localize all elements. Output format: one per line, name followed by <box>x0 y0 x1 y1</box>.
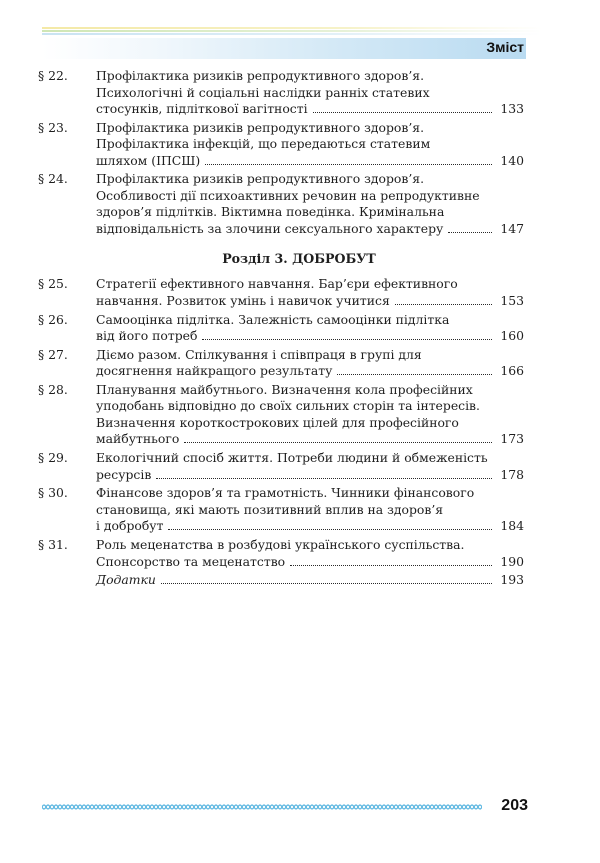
leader-dots <box>337 374 492 375</box>
entry-title-line: і добробут <box>96 518 164 534</box>
entry-title-line: Профілактика інфекцій, що передаються статевим <box>96 136 431 152</box>
page-ref: 178 <box>500 466 524 482</box>
footer-wave-decoration <box>42 802 482 812</box>
entry-title-line: шляхом (ІПСШ) <box>96 152 201 168</box>
header-stripe-green <box>42 30 542 32</box>
leader-dots <box>161 583 492 584</box>
entry-title-line: Роль меценатства в розбудові українського суспільства. <box>96 537 465 552</box>
entry-title-line: досягнення найкращого результату <box>96 363 333 379</box>
toc-entry[interactable] <box>38 382 524 448</box>
page-ref: 140 <box>500 152 524 168</box>
toc-group-2 <box>38 276 524 570</box>
header-stripe-blue <box>42 33 542 35</box>
section-number: § 25. <box>38 276 68 292</box>
leader-dots <box>156 478 492 479</box>
toc-entry[interactable] <box>38 450 524 483</box>
toc-entry[interactable] <box>38 276 524 309</box>
header-stripe-yellow <box>42 27 542 29</box>
toc-entry[interactable] <box>38 68 524 118</box>
page-ref: 184 <box>500 518 524 534</box>
appendix-label: Додатки <box>96 572 156 588</box>
page-ref: 133 <box>500 101 524 116</box>
entry-title-line: Спонсорство та меценатство <box>96 553 286 569</box>
leader-dots <box>168 529 492 530</box>
toc-entry[interactable] <box>38 347 524 380</box>
section-number: § 29. <box>38 450 68 466</box>
entry-title-line: становища, які мають позитивний вплив на здоров’я <box>96 501 444 517</box>
entry-title-line: здоров’я підлітків. Віктимна поведінка. Кримінальна <box>96 204 445 220</box>
entry-title-line: Фінансове здоров’я та грамотність. Чинники фінансового <box>96 485 475 501</box>
part-heading: Розділ 3. ДОБРОБУТ <box>222 251 376 267</box>
entry-title-line: уподобань відповідно до своїх сильних сторін та інтересів. <box>96 398 480 414</box>
entry-title-line: від його потреб <box>96 328 198 344</box>
page-ref: 153 <box>500 292 524 308</box>
page-ref: 160 <box>500 328 524 344</box>
section-number: § 27. <box>38 346 68 362</box>
toc-entry[interactable] <box>38 120 524 170</box>
page-ref: 166 <box>500 363 524 379</box>
leader-dots <box>313 112 492 113</box>
leader-dots <box>448 232 492 233</box>
toc-entry[interactable] <box>38 537 524 570</box>
entry-title-line: Особливості дії психоактивних речовин на репродуктивне <box>96 187 480 203</box>
section-number: § 23. <box>38 119 68 135</box>
leader-dots <box>184 442 492 443</box>
entry-title-line: Профілактика ризиків репродуктивного здоров’я. <box>96 171 425 187</box>
toc-appendix[interactable] <box>38 572 524 589</box>
toc-entry[interactable] <box>38 485 524 535</box>
page-ref: 173 <box>500 431 524 447</box>
entry-title-line: Самооцінка підлітка. Залежність самооцінки підлітка <box>96 311 450 327</box>
page-ref: 147 <box>500 220 524 236</box>
appendix-page: 193 <box>500 572 524 588</box>
leader-dots <box>395 304 492 305</box>
entry-title-line: Стратегії ефективного навчання. Бар’єри ефективного <box>96 276 458 292</box>
section-number: § 31. <box>38 537 68 552</box>
entry-title-line: майбутнього <box>96 431 180 447</box>
section-number: § 26. <box>38 311 68 327</box>
toc-entry[interactable] <box>38 171 524 237</box>
entry-title-line: ресурсів <box>96 466 152 482</box>
entry-title-line: навчання. Розвиток умінь і навичок учитися <box>96 292 390 308</box>
page-number: 203 <box>501 797 528 814</box>
leader-dots <box>202 339 492 340</box>
section-number: § 30. <box>38 485 68 501</box>
section-number: § 22. <box>38 68 68 83</box>
entry-title-line: стосунків, підліткової вагітності <box>96 101 308 116</box>
entry-title-line: Психологічні й соціальні наслідки ранніх статевих <box>96 84 430 100</box>
leader-dots <box>205 164 492 165</box>
leader-dots <box>290 565 492 566</box>
entry-title-line: Профілактика ризиків репродуктивного здоров’я. <box>96 68 425 83</box>
entry-title-line: відповідальність за злочини сексуального характеру <box>96 220 444 236</box>
entry-title-line: Планування майбутнього. Визначення кола професійних <box>96 381 473 397</box>
toc-entry[interactable] <box>38 312 524 345</box>
entry-title-line: Екологічний спосіб життя. Потреби людини й обмеженість <box>96 450 488 466</box>
section-number: § 24. <box>38 171 68 187</box>
entry-title-line: Діємо разом. Спілкування і співпраця в групі для <box>96 346 422 362</box>
section-title: Зміст <box>486 39 524 55</box>
toc-group-1 <box>38 68 524 237</box>
entry-title-line: Профілактика ризиків репродуктивного здоров’я. <box>96 119 425 135</box>
header-band <box>42 38 526 59</box>
entry-title-line: Визначення короткострокових цілей для професійного <box>96 414 459 430</box>
page-ref: 190 <box>500 553 524 569</box>
section-number: § 28. <box>38 381 68 397</box>
table-of-contents <box>38 68 524 591</box>
